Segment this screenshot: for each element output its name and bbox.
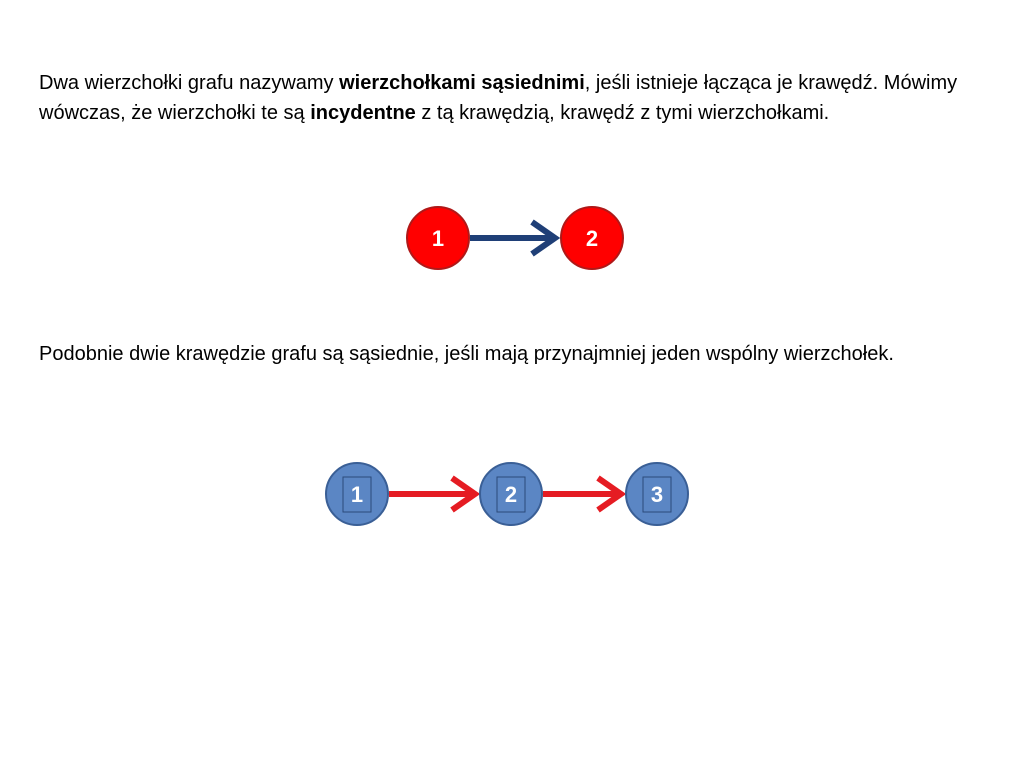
vertex-label: 1: [431, 226, 445, 251]
vertex-node: [561, 207, 623, 269]
vertex-label: 2: [585, 226, 599, 251]
vertex-label: 3: [650, 482, 664, 507]
definition-text-part-3: z tą krawędzią, krawędź z tymi wierzchołkami.: [415, 102, 830, 124]
definition-text-part-1: Dwa wierzchołki grafu nazywamy: [39, 72, 340, 94]
vertex-node: [326, 463, 388, 525]
vertex-label: 2: [504, 482, 518, 507]
diagram-1: [407, 207, 623, 269]
term-adjacent-vertices: wierzchołkami sąsiednimi: [339, 72, 585, 94]
vertex-node: [407, 207, 469, 269]
term-incident: incydentne: [310, 102, 416, 124]
vertex-label: 1: [350, 482, 364, 507]
diagram-2: [326, 463, 688, 525]
vertex-node: [480, 463, 542, 525]
definition-text-part-2: , jeśli istnieje łącząca je krawędź. Mówimy wówczas, że wierzchołki te są: [39, 72, 958, 124]
vertex-node: [626, 463, 688, 525]
adjacent-edges-paragraph: Podobnie dwie krawędzie grafu są sąsiednie, jeśli mają przynajmniej jeden wspólny wierzchołek.: [39, 343, 894, 365]
